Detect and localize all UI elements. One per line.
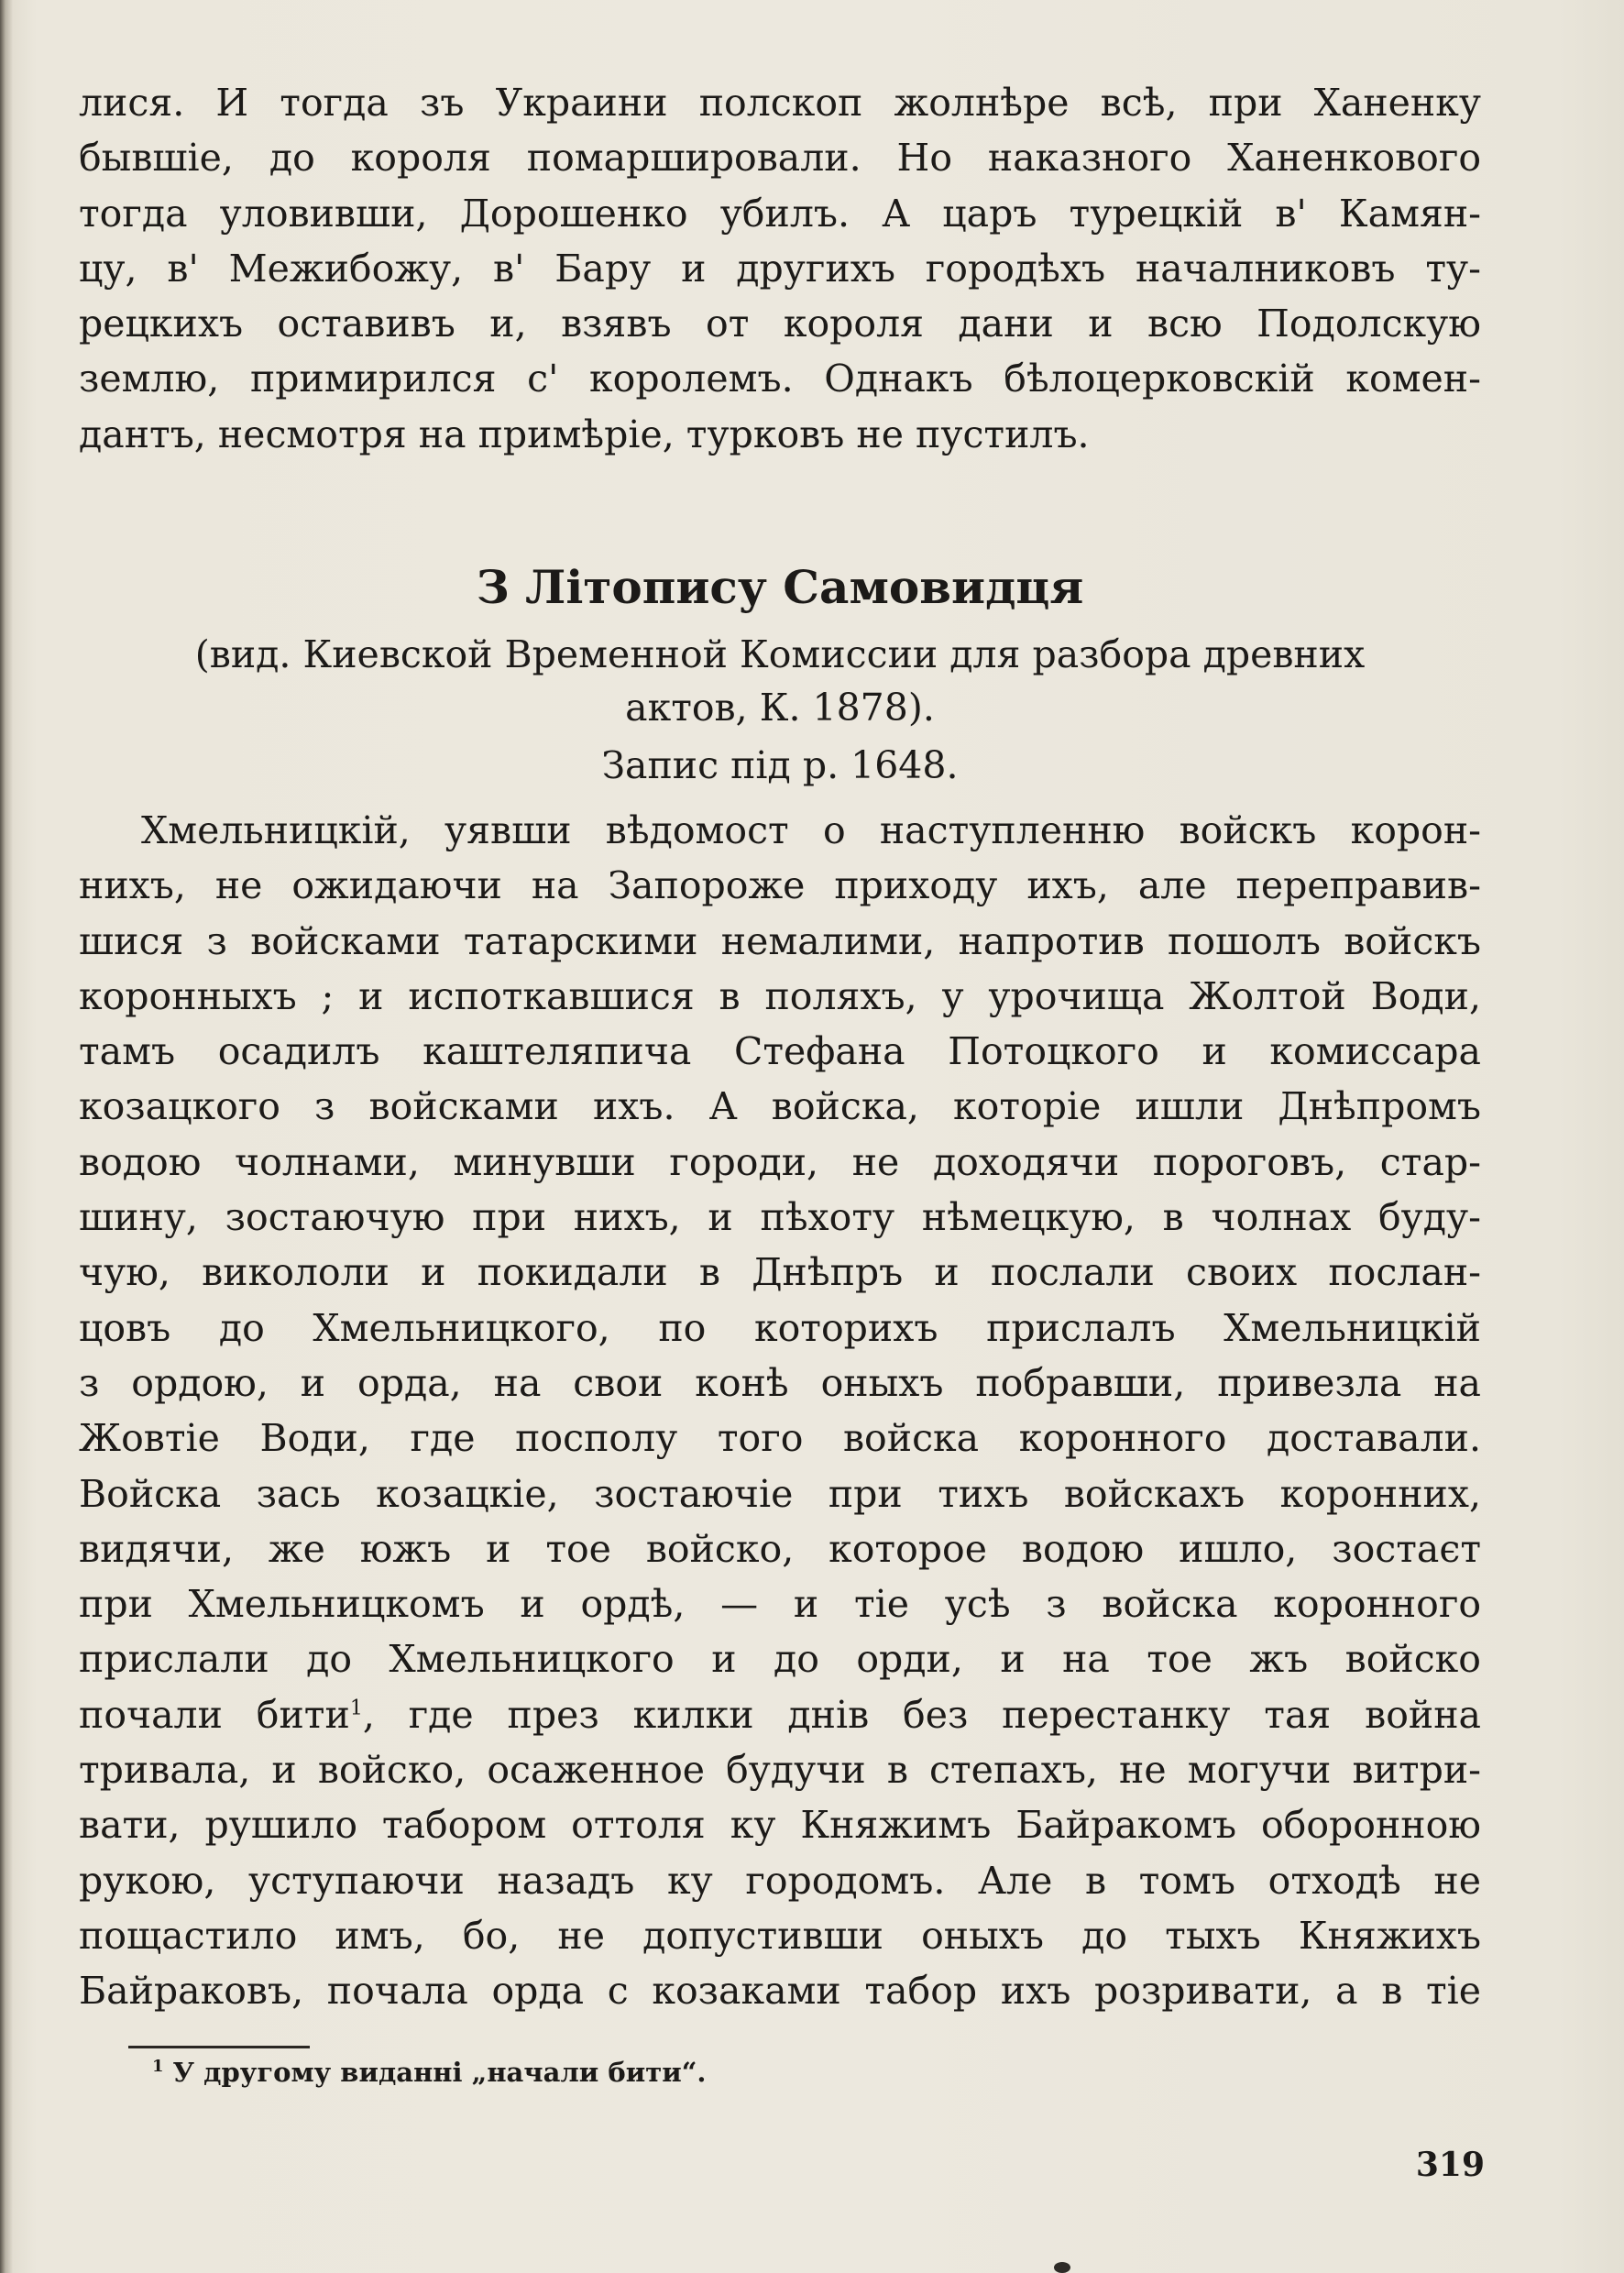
text-line: бывшіе, до короля помаршировали. Но наказного Ханенкового [79,136,1481,181]
text-line: нихъ, не ожидаючи на Запороже приходу ихъ, але переправив- [79,863,1481,908]
text-line: тамъ осадилъ каштеляпича Стефана Потоцкого и комиссара [79,1029,1481,1074]
text-line: цовъ до Хмельницкого, по которихъ прислалъ Хмельницкій [79,1305,1481,1350]
text-line: Войска зась козацкіе, зостаючіе при тихъ войскахъ коронних, [79,1471,1481,1516]
text-line: цу, в' Межибожу, в' Бару и другихъ городѣхъ началниковъ ту- [79,246,1481,291]
subtitle-line: (вид. Киевской Временной Комиссии для разбора древних [194,632,1366,676]
section-title: З Літопису Самовидця [476,560,1084,614]
text-line: шися з войсками татарскими немалими, напротив пошолъ войскъ [79,918,1481,963]
text-line: рецкихъ оставивъ и, взявъ от короля дани и всю Подолскую [79,302,1481,346]
text-line: пощастило имъ, бо, не допустивши оныхъ до тыхъ Княжихъ [79,1913,1481,1958]
text-line: землю, примирился с' королемъ. Однакъ бѣлоцерковскій комен- [79,357,1481,401]
main-paragraph [79,803,1481,2019]
ink-speck [1054,2262,1070,2273]
text-line-content: , где през килки днів без перестанку тая война [362,1692,1481,1737]
text-line: шину, зостаючую при нихъ, и пѣхоту нѣмецкую, в чолнах буду- [79,1195,1481,1240]
footnote-divider [128,2046,310,2048]
text-line: з ордою, и орда, на свои конѣ оныхъ побравши, привезла на [79,1360,1481,1405]
text-line [79,803,1481,858]
footnote [152,2053,707,2092]
text-line: тривала, и войско, осаженное будучи в степахъ, не могучи витри- [79,1748,1481,1793]
top-paragraph [79,75,1481,462]
text-line-content: почали бити [79,1692,350,1737]
text-line: Жовтіе Води, где посполу того войска коронного доставали. [79,1416,1481,1461]
text-line: Байраковъ, почала орда с козаками табор ихъ розривати, а в тіе [79,1969,1481,2014]
text-line [79,1687,1481,1742]
footnote-marker: 1 [152,2057,164,2077]
text-line: чую, викололи и покидали в Днѣпръ и послали своих послан- [79,1250,1481,1295]
text-line: рукою, уступаючи назадъ ку городомъ. Але в томъ отходѣ не [79,1858,1481,1903]
text-line: вати, рушило табором оттоля ку Княжимъ Байракомъ оборонною [79,1803,1481,1848]
text-line: видячи, же южъ и тое войско, которое водою ишло, зостаєт [79,1526,1481,1571]
text-line: козацкого з войсками ихъ. А войска, которіе ишли Днѣпромъ [79,1084,1481,1129]
page-number: 319 [1415,2146,1485,2184]
page-binding-edge [0,0,13,2273]
text-line: лися. И тогда зъ Украини полскоп жолнѣре всѣ, при Ханенку [79,81,1481,125]
section-subtitle [79,628,1481,734]
text-line: прислали до Хмельницкого и до орди, и на тое жъ войско [79,1637,1481,1682]
text-line: тогда уловивши, Дорошенко убилъ. А царъ турецкій в' Камян- [79,191,1481,236]
text-line: при Хмельницкомъ и ордѣ, — и тіе усѣ з войска коронного [79,1582,1481,1627]
text-line: коронныхъ ; и испоткавшися в поляхъ, у урочища Жолтой Води, [79,973,1481,1018]
text-line: дантъ, несмотря на примѣріе, турковъ не пустилъ. [79,412,1090,456]
text-line: водою чолнами, минувши городи, не доходячи пороговъ, стар- [79,1139,1481,1184]
footnote-text: У другому виданні „начали бити“. [172,2057,707,2088]
entry-dateline: Запис під р. 1648. [601,743,959,787]
footnote-reference[interactable]: 1 [349,1697,363,1720]
text-line-content: Хмельницкій, уявши вѣдомост о наступленню войскъ корон- [141,808,1481,852]
subtitle-line: актов, К. 1878). [625,686,935,730]
